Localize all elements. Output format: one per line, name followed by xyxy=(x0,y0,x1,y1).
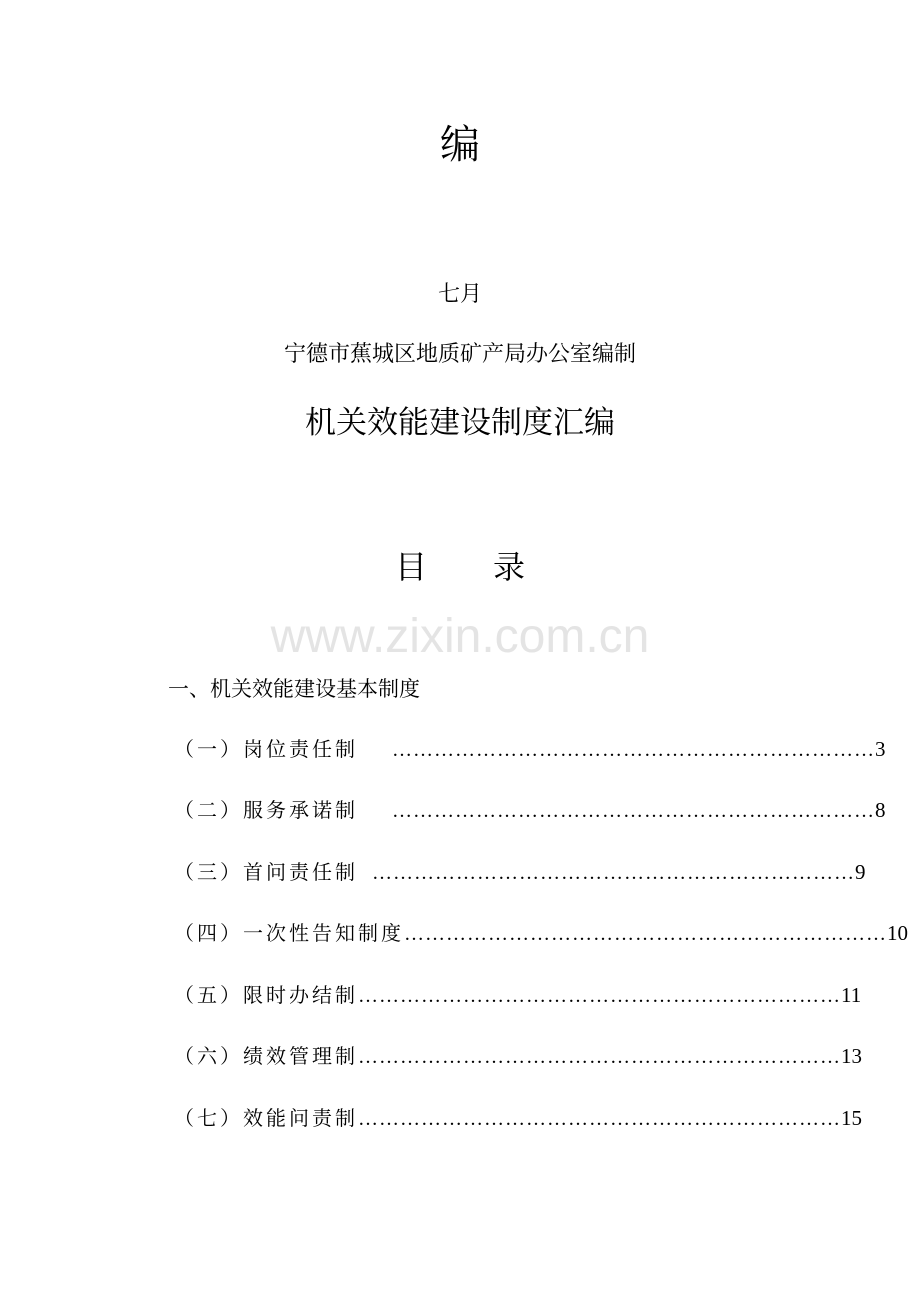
toc-entry-label: （六）绩效管理制 xyxy=(174,1044,358,1068)
toc-leader-dots: …………………………………………………………… xyxy=(392,739,875,761)
toc-entry[interactable] xyxy=(174,1102,862,1134)
toc-leader-dots: …………………………………………………………… xyxy=(358,1046,841,1068)
toc-leader-dots: …………………………………………………………… xyxy=(392,800,875,822)
toc-entry[interactable] xyxy=(174,917,908,949)
toc-entry-page: 11 xyxy=(841,983,862,1007)
toc-entry-label: （七）效能问责制 xyxy=(174,1106,358,1130)
toc-entry-label: （一）岗位责任制 xyxy=(174,737,358,761)
watermark: www.zixin.com.cn xyxy=(270,610,650,663)
toc-leader-dots: …………………………………………………………… xyxy=(404,923,887,945)
toc-entry-label: （四）一次性告知制度 xyxy=(174,921,404,945)
toc-title-left: 目 xyxy=(394,548,427,586)
toc-entry-page: 10 xyxy=(887,921,908,945)
toc-entry[interactable] xyxy=(174,794,886,826)
cover-title-fragment: 编 xyxy=(440,122,480,168)
cover-month: 七月 xyxy=(437,282,482,307)
toc-entry[interactable] xyxy=(174,979,862,1011)
toc-entry-page: 3 xyxy=(875,737,886,761)
toc-leader-dots: …………………………………………………………… xyxy=(358,985,841,1007)
toc-entry-page: 8 xyxy=(875,798,886,822)
toc-entry-label: （三）首问责任制 xyxy=(174,860,358,884)
toc-section-heading: 一、机关效能建设基本制度 xyxy=(168,677,420,701)
toc-leader-dots: …………………………………………………………… xyxy=(372,862,855,884)
toc-entry-page: 13 xyxy=(841,1044,862,1068)
toc-leader-dots: …………………………………………………………… xyxy=(358,1108,841,1130)
toc-entry-page: 15 xyxy=(841,1106,862,1130)
toc-entry-label: （五）限时办结制 xyxy=(174,983,358,1007)
toc-entry[interactable] xyxy=(174,856,866,888)
toc-entry[interactable] xyxy=(174,1040,862,1072)
toc-entry[interactable] xyxy=(174,733,886,765)
toc-title-right: 录 xyxy=(493,548,526,586)
toc-entry-page: 9 xyxy=(855,860,866,884)
document-title: 机关效能建设制度汇编 xyxy=(305,405,615,441)
cover-compiler: 宁德市蕉城区地质矿产局办公室编制 xyxy=(283,342,636,367)
toc-title xyxy=(0,545,920,589)
toc-entry-label: （二）服务承诺制 xyxy=(174,798,358,822)
